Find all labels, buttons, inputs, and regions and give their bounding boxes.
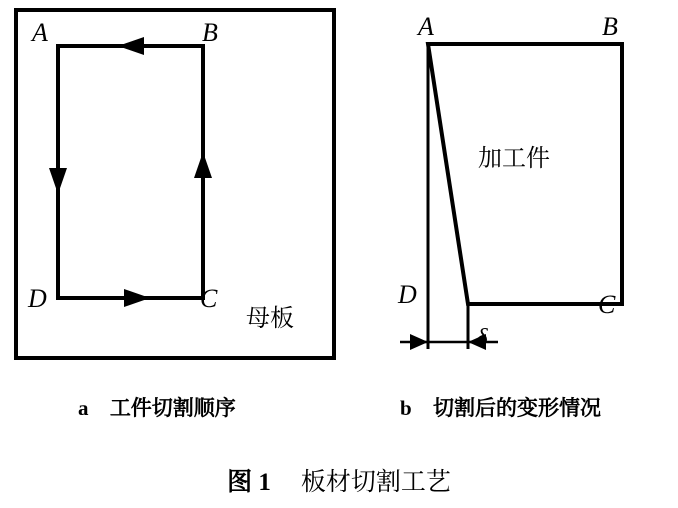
panel-a-caption: [78, 398, 236, 419]
panel-b-vertex-label-A: A: [418, 12, 434, 41]
panel-b-caption-text: 切割后的变形情况: [433, 396, 601, 420]
workpiece-label: 加工件: [478, 144, 550, 172]
panel-b-deformation: [380, 4, 670, 374]
arrow-left-head-icon: [49, 168, 67, 194]
arrow-right-head-icon: [194, 152, 212, 178]
arrow-bottom-head-icon: [124, 289, 150, 307]
panel-b-vertex-label-D: D: [398, 280, 417, 309]
panel-a-tag: a: [78, 396, 89, 420]
dimension-arrow-left-icon: [410, 334, 428, 350]
panel-a-vertex-label-C: C: [200, 284, 218, 313]
panel-b-drawing: [380, 4, 670, 374]
cut-path-rectangle: [58, 46, 203, 298]
panel-b-vertex-label-B: B: [602, 12, 618, 41]
panel-b-vertex-label-C: C: [598, 290, 616, 319]
deformation-delta-label: δ: [476, 325, 488, 352]
base-plate-label: 母板: [246, 304, 294, 332]
figure-number: 图 1: [227, 469, 271, 496]
panel-a-cutting-sequence: [10, 4, 340, 374]
panel-a-vertex-label-B: B: [202, 18, 218, 47]
workpiece-outline: [428, 44, 622, 304]
panel-a-caption-text: 工件切割顺序: [109, 396, 236, 420]
panel-b-caption: [400, 398, 601, 419]
panel-b-tag: b: [400, 396, 412, 420]
figure-caption: [0, 462, 678, 498]
arrow-top-head-icon: [118, 37, 144, 55]
figure-caption-text: 板材切割工艺: [300, 467, 451, 496]
panel-a-vertex-label-A: A: [32, 18, 48, 47]
panel-a-vertex-label-D: D: [28, 284, 47, 313]
